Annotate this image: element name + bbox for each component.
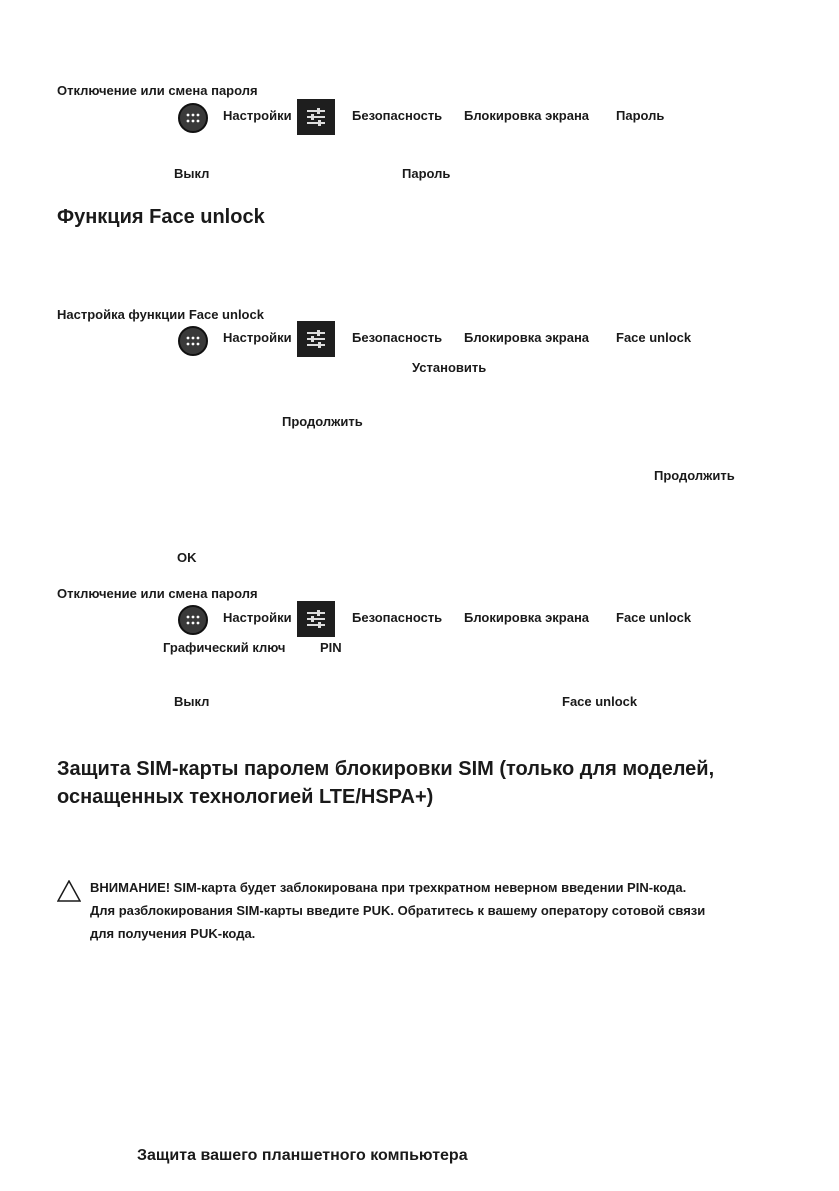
path-screen-lock: Блокировка экрана: [464, 330, 590, 345]
path-screen-lock: Блокировка экрана: [464, 108, 590, 123]
path-settings: Настройки: [223, 330, 292, 345]
warning-line: ВНИМАНИЕ! SIM-карта будет заблокирована при трехкратном неверном введении PIN-кода.: [90, 880, 687, 895]
ok-label: OK: [177, 550, 197, 565]
face-unlock-title: Функция Face unlock: [57, 206, 265, 228]
page-footer: Защита вашего планшетного компьютера: [137, 1147, 468, 1164]
warning-text: [90, 876, 750, 945]
continue-label: Продолжить: [282, 414, 363, 429]
path-settings: Настройки: [223, 108, 292, 123]
face-unlock-option: Face unlock: [562, 694, 638, 709]
sim-title-line1: Защита SIM-карты паролем блокировки SIM (только для моделей,: [57, 758, 715, 780]
path-security: Безопасность: [352, 108, 443, 123]
path-password: Пароль: [616, 108, 665, 123]
off-option: Выкл: [174, 694, 210, 709]
continue-label: Продолжить: [654, 468, 735, 483]
warning-triangle-icon: [57, 880, 81, 902]
path-face-unlock: Face unlock: [616, 330, 692, 345]
path-screen-lock: Блокировка экрана: [464, 610, 590, 625]
warning-line: для получения PUK-кода.: [90, 926, 256, 941]
password-option: Пароль: [402, 166, 451, 181]
apps-icon: [174, 322, 212, 360]
pin-option: PIN: [320, 640, 342, 655]
face-unlock-setup-heading: Настройка функции Face unlock: [57, 307, 264, 322]
settings-sliders-icon: [297, 99, 335, 135]
path-settings: Настройки: [223, 610, 292, 625]
apps-icon: [174, 99, 212, 137]
set-label: Установить: [412, 360, 487, 375]
warning-line: Для разблокирования SIM-карты введите PUK. Обратитесь к вашему оператору сотовой связи: [90, 903, 706, 918]
sim-title-line2: оснащенных технологией LTE/HSPA+): [57, 786, 434, 808]
settings-sliders-icon: [297, 601, 335, 637]
path-security: Безопасность: [352, 610, 443, 625]
settings-sliders-icon: [297, 321, 335, 357]
pattern-option: Графический ключ: [163, 640, 286, 655]
path-face-unlock: Face unlock: [616, 610, 692, 625]
section-heading: Отключение или смена пароля: [57, 83, 258, 98]
path-security: Безопасность: [352, 330, 443, 345]
section-heading: Отключение или смена пароля: [57, 586, 258, 601]
apps-icon: [174, 601, 212, 639]
off-option: Выкл: [174, 166, 210, 181]
